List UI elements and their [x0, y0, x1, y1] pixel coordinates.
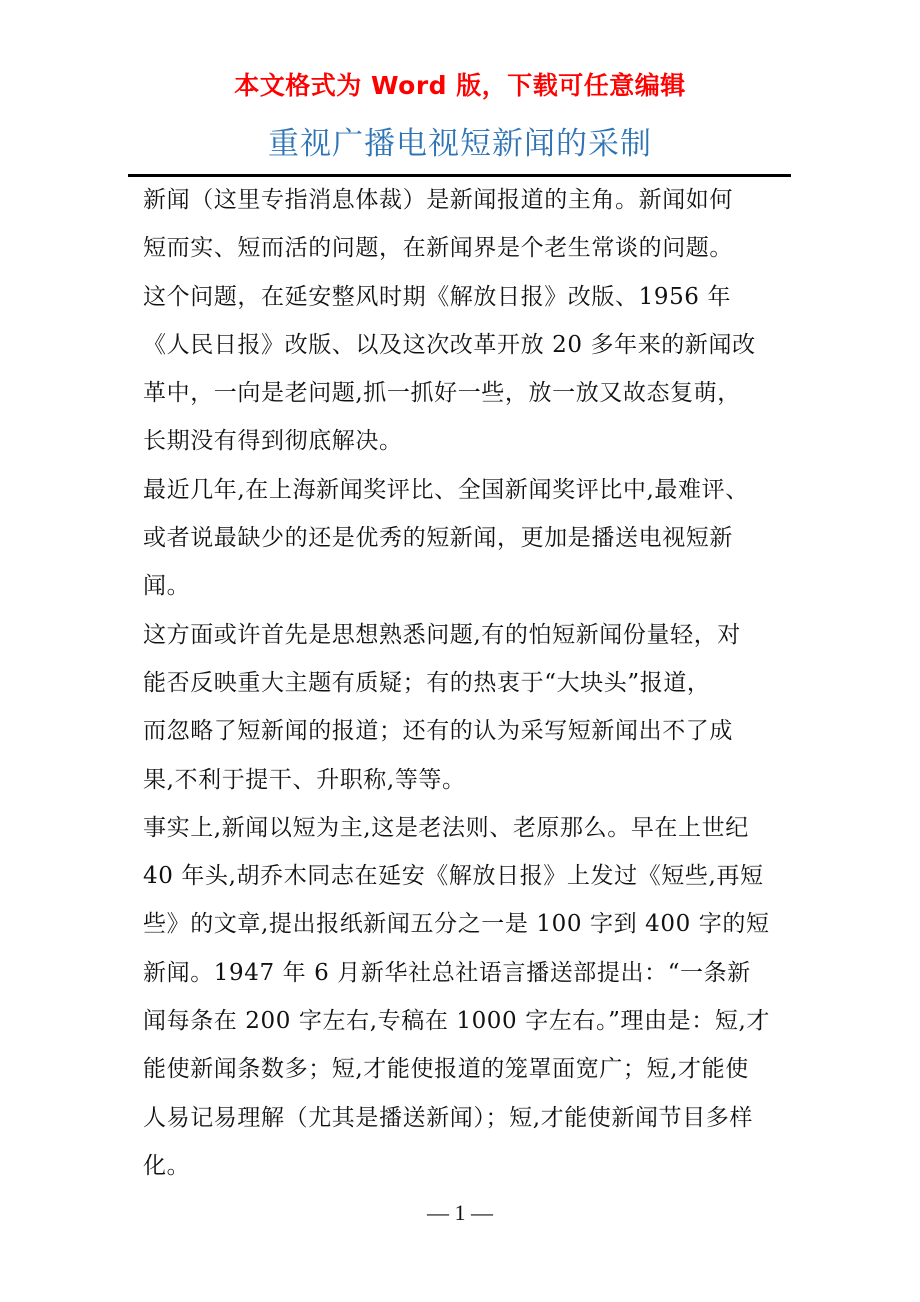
text-line: 而忽略了短新闻的报道；还有的认为采写短新闻出不了成: [143, 718, 733, 745]
text-line: 新闻。1947 年 6 月新华社总社语言播送部提出：“一条新: [143, 959, 751, 986]
text-line: 闻每条在 200 字左右,专稿在 1000 字左右。”理由是：短,才: [143, 1008, 770, 1035]
text-line: 这个问题，在延安整风时期《解放日报》改版、1956 年: [143, 283, 732, 310]
paragraph-3: [143, 611, 783, 804]
text-line: 长期没有得到彻底解决。: [143, 428, 403, 455]
text-line: 能否反映重大主题有质疑；有的热衷于“大块头”报道，: [143, 669, 711, 696]
text-line: 短而实、短而活的问题，在新闻界是个老生常谈的问题。: [143, 235, 733, 262]
text-line: 新闻（这里专指消息体裁）是新闻报道的主角。新闻如何: [143, 187, 733, 213]
text-line: 事实上,新闻以短为主,这是老法则、老原那么。早在上世纪: [143, 814, 749, 841]
document-title: 重视广播电视短新闻的采制: [268, 126, 652, 162]
paragraph-4: [143, 804, 783, 1190]
document-body: [143, 176, 783, 1190]
paragraph-1: [143, 176, 783, 466]
text-line: 这方面或许首先是思想熟悉问题,有的怕短新闻份量轻，对: [143, 621, 741, 648]
text-line: 40 年头,胡乔木同志在延安《解放日报》上发过《短些,再短: [143, 863, 764, 890]
text-line: 最近几年,在上海新闻奖评比、全国新闻奖评比中,最难评、: [143, 476, 749, 503]
text-line: 化。: [143, 1152, 191, 1179]
download-banner: 本文格式为 Word 版，下载可任意编辑: [234, 71, 686, 100]
text-line: 《人民日报》改版、以及这次改革开放 20 多年来的新闻改: [143, 331, 756, 358]
text-line: 革中，一向是老问题,抓一抓好一些，放一放又故态复萌，: [143, 380, 741, 407]
text-line: 人易记易理解（尤其是播送新闻）；短,才能使新闻节目多样: [143, 1104, 754, 1131]
text-line: 果,不利于提干、升职称,等等。: [143, 766, 466, 793]
text-line: 闻。: [143, 573, 191, 600]
text-line: 些》的文章,提出报纸新闻五分之一是 100 字到 400 字的短: [143, 911, 770, 938]
paragraph-2: [143, 466, 783, 611]
text-line: 能使新闻条数多；短,才能使报道的笼罩面宽广；短,才能使: [143, 1056, 749, 1083]
page-number: — 1 —: [427, 1200, 493, 1225]
text-line: 或者说最缺少的还是优秀的短新闻，更加是播送电视短新: [143, 525, 733, 552]
